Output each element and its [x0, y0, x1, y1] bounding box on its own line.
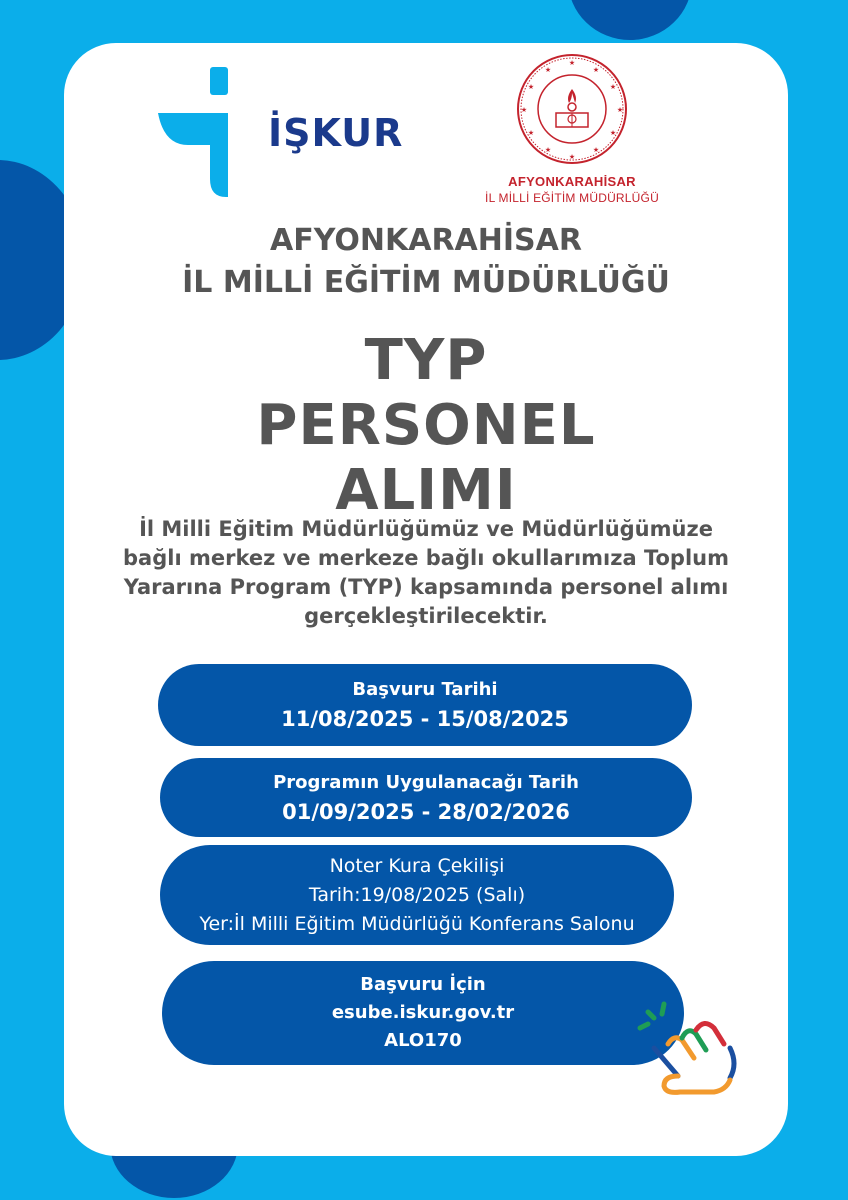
lottery-place: Yer:İl Milli Eğitim Müdürlüğü Konferans Salonu	[199, 912, 635, 935]
description-line: İl Milli Eğitim Müdürlüğümüz ve Müdürlüğümüze	[139, 517, 713, 541]
lottery-date: Tarih:19/08/2025 (Salı)	[308, 883, 526, 906]
svg-text:★: ★	[520, 106, 528, 114]
svg-text:★: ★	[568, 153, 576, 161]
program-date-title: Programın Uygulanacağı Tarih	[273, 771, 579, 793]
application-date-title: Başvuru Tarihi	[352, 679, 498, 700]
heading-city: AFYONKARAHİSAR	[270, 223, 582, 258]
meb-city-label: AFYONKARAHİSAR	[508, 174, 636, 189]
announcement-card	[64, 43, 788, 1156]
application-phone: ALO170	[384, 1030, 462, 1051]
heading-directorate: İL MİLLİ EĞİTİM MÜDÜRLÜĞÜ	[182, 265, 670, 300]
svg-text:★: ★	[527, 83, 535, 91]
svg-text:★: ★	[609, 129, 617, 137]
application-date-value: 11/08/2025 - 15/08/2025	[281, 707, 569, 731]
svg-text:★: ★	[544, 66, 552, 74]
title-typ: TYP	[364, 328, 488, 393]
iskur-wordmark: İŞKUR	[268, 111, 404, 155]
svg-text:★: ★	[527, 129, 535, 137]
iskur-logo	[158, 67, 428, 197]
meb-logo	[464, 53, 684, 213]
svg-text:★: ★	[616, 106, 624, 114]
application-info-title: Başvuru İçin	[360, 974, 486, 995]
description-line: bağlı merkez ve merkeze bağlı okullarımıza Toplum	[123, 546, 729, 570]
description-line: Yararına Program (TYP) kapsamında personel alımı	[123, 575, 729, 599]
svg-text:★: ★	[568, 59, 576, 67]
pointing-hand-icon	[634, 998, 754, 1098]
program-date-box	[160, 758, 692, 837]
decorative-circle-top	[568, 0, 692, 40]
title-personel: PERSONEL	[256, 393, 596, 458]
description-line: gerçekleştirilecektir.	[304, 604, 548, 628]
application-date-box	[158, 664, 692, 746]
description	[80, 515, 772, 631]
svg-text:★: ★	[592, 146, 600, 154]
lottery-title: Noter Kura Çekilişi	[329, 854, 505, 877]
svg-text:★: ★	[544, 146, 552, 154]
program-date-value: 01/09/2025 - 28/02/2026	[282, 799, 570, 824]
lottery-box	[160, 845, 674, 945]
title-alimi: ALIMI	[335, 458, 517, 523]
application-info-box	[162, 961, 684, 1065]
meb-directorate-label: İL MİLLİ EĞİTİM MÜDÜRLÜĞÜ	[485, 191, 659, 205]
application-website-link[interactable]: esube.iskur.gov.tr	[331, 1002, 515, 1023]
svg-text:★: ★	[592, 66, 600, 74]
meb-seal-icon	[516, 53, 628, 165]
iskur-mark-icon	[158, 67, 248, 197]
svg-text:★: ★	[609, 83, 617, 91]
